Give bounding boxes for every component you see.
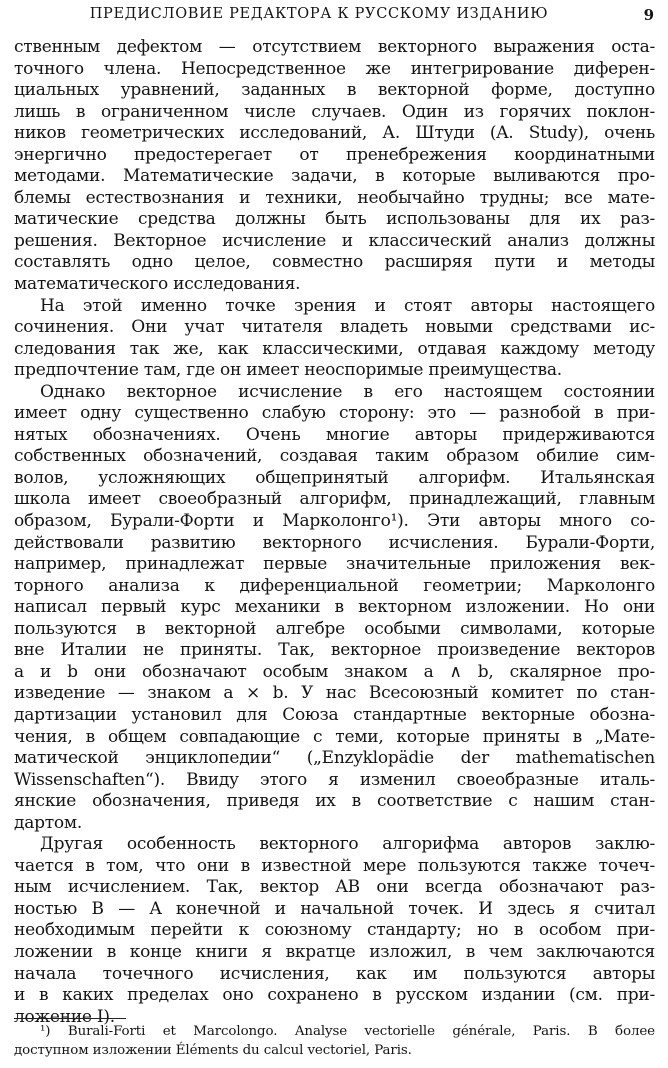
text-line: изведение — знаком a × b. У нас Всесоюзный комитет по стан- xyxy=(14,683,655,704)
text-line: методами. Математические задачи, в которые выливаются про- xyxy=(14,166,655,187)
text-line: волов, усложняющих общепринятый алгорифм. Итальянская xyxy=(14,467,655,488)
text-line: написал первый курс механики в векторном изложении. Но они xyxy=(14,597,655,618)
text-line: ложении в конце книги я вкратце изложил, в чем заключаются xyxy=(14,941,655,962)
text-line: начала точечного исчисления, как им пользуются авторы xyxy=(14,963,655,984)
text-line: вне Италии не приняты. Так, векторное произведение векторов xyxy=(14,640,655,661)
text-line: точного члена. Непосредственное же интегрирование диферен- xyxy=(14,58,655,79)
text-line: дартизации установил для Союза стандартные векторные обозна- xyxy=(14,704,655,725)
text-line: сочинения. Они учат читателя владеть новыми средствами ис- xyxy=(14,317,655,338)
text-line: чается в том, что они в известной мере пользуются также точеч- xyxy=(14,855,655,876)
text-line: составлять одно целое, совместно расширяя пути и методы xyxy=(14,252,655,273)
text-line: следования так же, как классическими, отдавая каждому методу xyxy=(14,338,655,359)
paragraph-first-line: Другая особенность векторного алгорифма авторов заклю- xyxy=(40,834,655,855)
text-line: ностью B — A конечной и начальной точек. И здесь я считал xyxy=(14,898,655,919)
paragraph-last-line: ложение I). xyxy=(14,1006,115,1027)
paragraph-first-line: На этой именно точке зрения и стоят авторы настоящего xyxy=(40,295,655,316)
text-line: чения, в общем совпадающие с теми, которые приняты в „Мате- xyxy=(14,726,655,747)
page-header xyxy=(14,6,654,30)
text-line: a и b они обозначают особым знаком a ∧ b, скалярное про- xyxy=(14,661,655,682)
text-line: торного анализа к диференциальной геометрии; Марколонго xyxy=(14,575,655,596)
text-line: решения. Векторное исчисление и классический анализ должны xyxy=(14,230,655,251)
text-line: пользуются в векторной алгебре особыми символами, которые xyxy=(14,618,655,639)
footnote-rule xyxy=(14,1018,126,1019)
text-line: лишь в ограниченном числе случаев. Один из горячих поклон- xyxy=(14,101,655,122)
text-line: и в каких пределах оно сохранено в русском издании (см. при- xyxy=(14,985,655,1006)
footnote-line: доступном изложении Éléments du calcul vectoriel, Paris. xyxy=(14,1043,412,1058)
text-line: собственных обозначений, создавая таким образом обилие сим- xyxy=(14,446,655,467)
text-line: блемы естествознания и техники, необычайно трудны; все мате- xyxy=(14,187,655,208)
text-line: янские обозначения, приведя их в соответствие с нашим стан- xyxy=(14,791,655,812)
page-number: 9 xyxy=(643,6,654,24)
body-text xyxy=(14,37,655,1028)
paragraph-last-line: математического исследования. xyxy=(14,274,301,295)
text-line: нятых обозначениях. Очень многие авторы придерживаются xyxy=(14,424,655,445)
text-line: необходимым перейти к союзному стандарту; но в особом при- xyxy=(14,920,655,941)
paragraph-last-line: предпочтение там, где он имеет неоспоримые преимущества. xyxy=(14,360,562,381)
running-head: ПРЕДИСЛОВИЕ РЕДАКТОРА К РУССКОМУ ИЗДАНИЮ xyxy=(89,6,549,22)
footnotes xyxy=(14,1022,655,1060)
text-line: матические средства должны быть использованы для их раз- xyxy=(14,209,655,230)
text-line: имеет одну существенно слабую сторону: это — разнобой в при- xyxy=(14,403,655,424)
paragraph-last-line: дартом. xyxy=(14,812,83,833)
text-line: Wissenschaften“). Ввиду этого я изменил своеобразные италь- xyxy=(14,769,655,790)
text-line: например, принадлежат первые значительные приложения век- xyxy=(14,554,655,575)
footnote-line: ¹) Burali-Forti et Marcolongo. Analyse vectorielle générale, Paris. В более xyxy=(40,1024,655,1039)
text-line: школа имеет своеобразный алгорифм, принадлежащий, главным xyxy=(14,489,655,510)
text-line: ников геометрических исследований, А. Штуди (A. Study), очень xyxy=(14,123,655,144)
text-line: матической энциклопедии“ („Enzyklopädie der mathematischen xyxy=(14,748,655,769)
text-line: действовали развитию векторного исчисления. Бурали-Форти, xyxy=(14,532,655,553)
text-line: циальных уравнений, заданных в векторной форме, доступно xyxy=(14,80,655,101)
text-line: ным исчислением. Так, вектор AB они всегда обозначают раз- xyxy=(14,877,655,898)
paragraph-first-line: Однако векторное исчисление в его настоящем состоянии xyxy=(40,381,655,402)
text-line: образом, Бурали-Форти и Марколонго¹). Эти авторы много со- xyxy=(14,511,655,532)
text-line: энергично предостерегает от пренебрежения координатными xyxy=(14,144,655,165)
text-line: ственным дефектом — отсутствием векторного выражения оста- xyxy=(14,37,655,57)
